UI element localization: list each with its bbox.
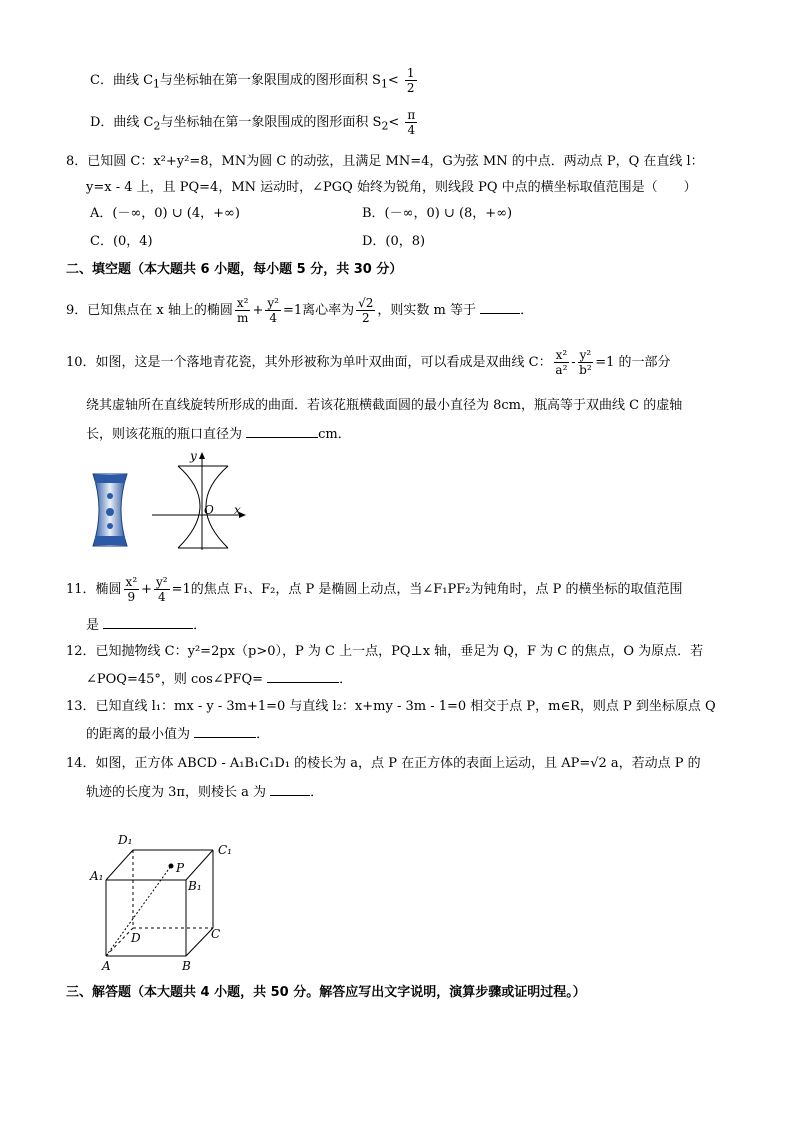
left-branch (178, 466, 200, 548)
q10-answer-blank[interactable] (246, 425, 318, 438)
section-3-title: 三、解答题（本大题共 4 小题，共 50 分。解答应写出文字说明，演算步骤或证明过程。） (66, 985, 586, 1000)
frac-x2-9: $\frac{\text{x²}}{9}$ (125, 575, 138, 604)
q11-answer-blank[interactable] (103, 616, 193, 629)
x-axis-label: x (234, 503, 241, 517)
cube-figure (86, 826, 246, 980)
q14-line1: 14．如图，正方体 ABCD - A₁B₁C₁D₁ 的棱长为 a，点 P 在正方体的表面上运动，且 AP=√2 a，若动点 P 的 (66, 756, 701, 771)
section-2-title: 二、填空题（本大题共 6 小题，每小题 5 分，共 30 分） (66, 262, 403, 277)
q8-line1: 8．已知圆 C：x²+y²=8，MN为圆 C 的动弦，且满足 MN=4，G为弦 MN 的中点．两动点 P，Q 在直线 l： (66, 154, 704, 169)
label-c: C (211, 927, 221, 941)
label-d: D (131, 931, 141, 945)
label-p: P (176, 861, 185, 875)
frac-x2-a2: $\frac{\text{x²}}{\text{a²}}$ (555, 348, 568, 377)
q11-line2: 是 ． (86, 618, 207, 633)
fraction-pi-over-four: $\frac{\pi}{4}$ (407, 108, 416, 137)
q13-line2: 的距离的最小值为 ． (86, 727, 270, 742)
q14-line2: 轨迹的长度为 3π，则棱长 a 为 ． (86, 785, 324, 800)
q8-option-d: D．(0，8) (362, 234, 426, 249)
q12-line2: ∠POQ=45°，则 cos∠PFQ= ． (86, 672, 353, 687)
q13-answer-blank[interactable] (194, 725, 256, 738)
q8-option-a: A．(－∞，0) ∪ (4，+∞) (90, 206, 240, 221)
vase-image (90, 472, 130, 552)
frac-sqrt2-2: $\frac{√2}{2}$ (358, 296, 374, 325)
label-d1: D₁ (118, 833, 133, 847)
q10-line2: 绕其虚轴所在直线旋转所形成的曲面．若该花瓶横截面圆的最小直径为 8cm，瓶高等于双曲线 C 的虚轴 (86, 398, 683, 413)
fraction-one-half: $\frac{1}{2}$ (406, 66, 415, 95)
q11-line1: 11．椭圆 $\frac{\text{x²}}{9}$ + $\frac{\text{y²}}{4}$ =1的焦点 F₁、F₂，点 P 是椭圆上动点，当∠F₁PF₂为钝角时，点 P 的横坐标的取值范围 (66, 575, 683, 604)
q9-answer-blank[interactable] (480, 301, 520, 314)
q10-line3: 长，则该花瓶的瓶口直径为 cm． (86, 427, 351, 442)
q8-option-c: C．(0，4) (90, 234, 153, 249)
q10-line1: 10．如图，这是一个落地青花瓷，其外形被称为单叶双曲面，可以看成是双曲线 C： $\frac{\text{x²}}{\text{a²}}$ - $\frac{\text{y²}}{\text{b²}}$ =1 的一部分 (66, 348, 671, 377)
point-p (169, 864, 174, 869)
origin-label: O (204, 503, 214, 517)
q8-line2: y=x - 4 上，且 PQ=4，MN 运动时，∠PGQ 始终为锐角，则线段 PQ 中点的横坐标取值范围是（ ） (86, 180, 697, 195)
hyperbola-figure (150, 448, 250, 557)
q7-option-c: C．曲线 $C_1$与坐标轴在第一象限围成的图形面积 $S_1<$ $\frac{1}{2}$ (90, 66, 415, 95)
frac-y2-4-b: $\frac{\text{y²}}{4}$ (156, 575, 168, 604)
q7-option-d: D．曲线 $C_2$与坐标轴在第一象限围成的图形面积 $S_2<$ $\frac{\pi}{4}$ (90, 108, 416, 137)
label-a: A (102, 959, 111, 973)
label-b1: B₁ (188, 879, 202, 893)
y-axis-label: y (190, 449, 197, 463)
q14-answer-blank[interactable] (270, 783, 310, 796)
frac-x2-m: $\frac{\text{x²}}{m}$ (236, 296, 249, 325)
label-b: B (182, 959, 191, 973)
frac-y2-4: $\frac{\text{y²}}{4}$ (267, 296, 279, 325)
q12-line1: 12．已知抛物线 C：y²=2px（p>0），P 为 C 上一点，PQ⊥x 轴，垂足为 Q，F 为 C 的焦点，O 为原点．若 (66, 644, 704, 659)
q13-line1: 13．已知直线 l₁：mx - y - 3m+1=0 与直线 l₂：x+my - 3m - 1=0 相交于点 P，m∈R，则点 P 到坐标原点 Q (66, 699, 716, 714)
frac-y2-b2: $\frac{\text{y²}}{\text{b²}}$ (579, 348, 592, 377)
label-a1: A₁ (90, 869, 104, 883)
q12-answer-blank[interactable] (267, 670, 339, 683)
q8-option-b: B．(－∞，0) ∪ (8，+∞) (362, 206, 513, 221)
q9: 9．已知焦点在 x 轴上的椭圆 $\frac{\text{x²}}{m}$ + $\frac{\text{y²}}{4}$ =1离心率为 $\frac{√2}{2}$ ，则实数 m 等于 ． (66, 296, 534, 325)
label-c1: C₁ (218, 843, 232, 857)
